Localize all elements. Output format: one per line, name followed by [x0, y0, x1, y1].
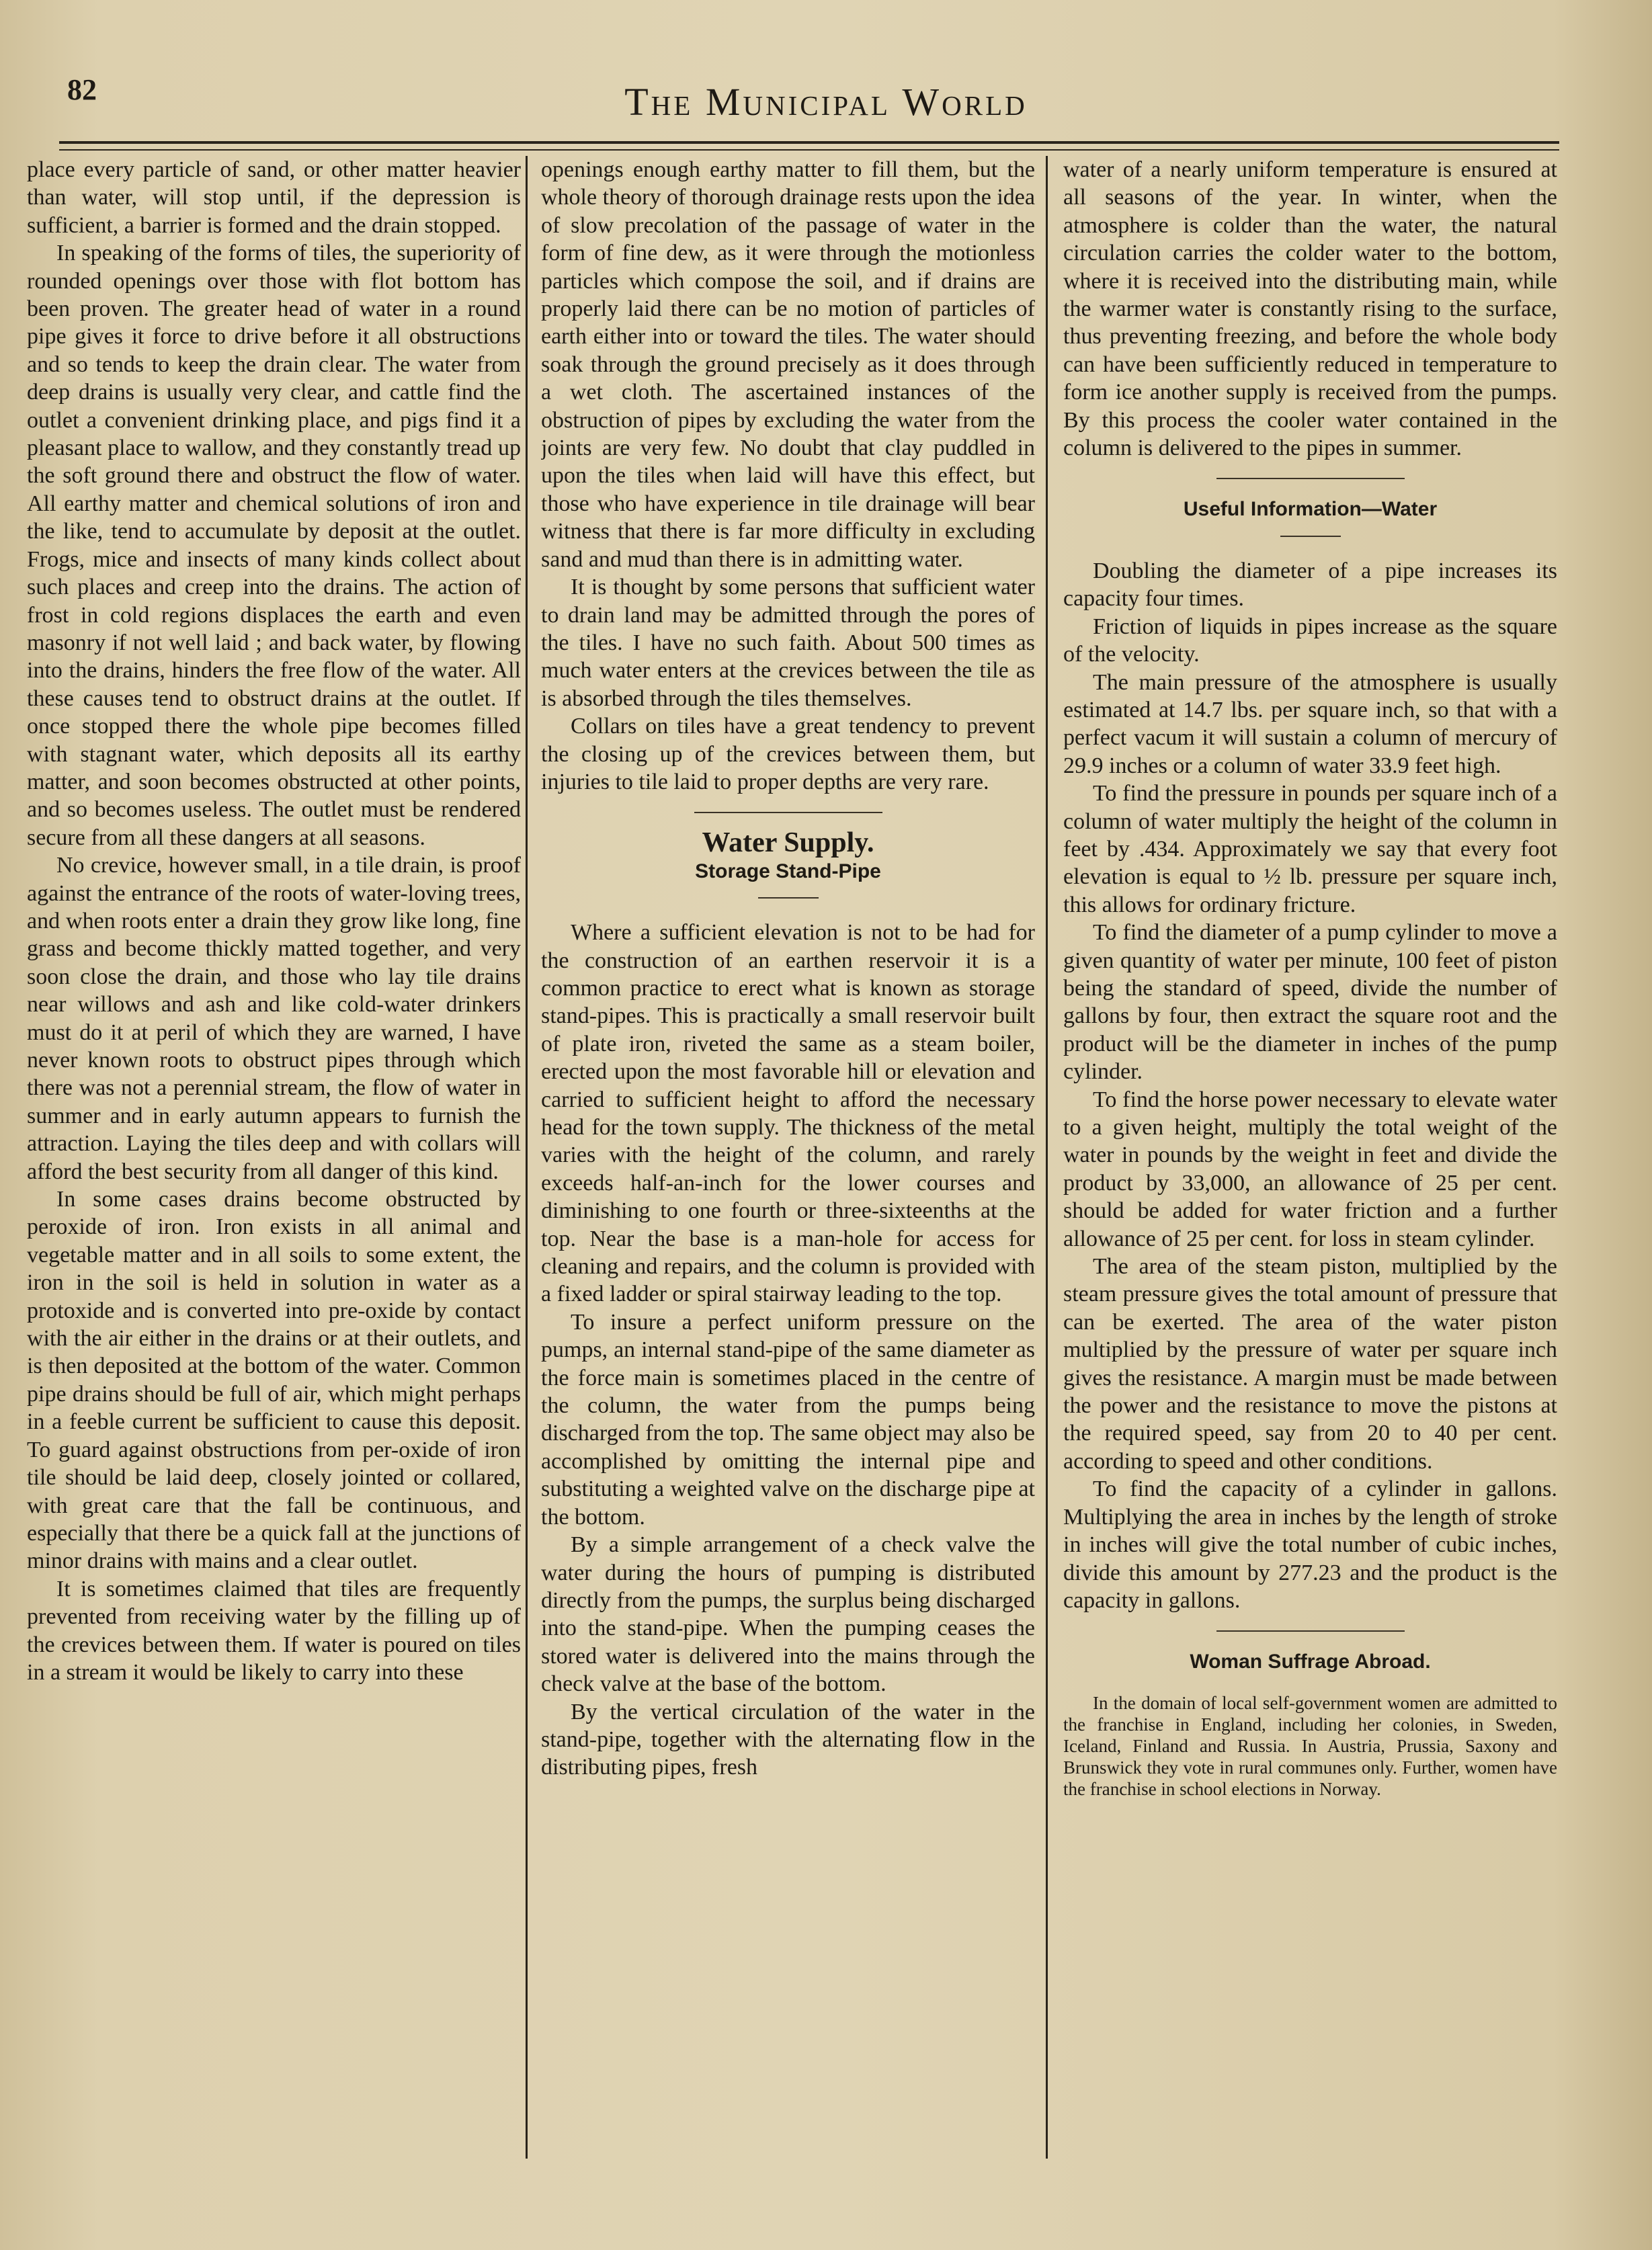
paragraph: In some cases drains become obstructed by peroxide of iron. Iron exists in all animal and vegetable matter and in all soils to some extent, the iron in the soil is held in solution in water as a protoxide and is converted into pre-oxide by contact with the air either in the drains or at their outlets, and is then deposited at the bottom of the water. Common pipe drains should be full of air, which might perhaps in a feeble current be sufficient to cause this deposit. To guard against obstructions from per-oxide of iron tile should be laid deep, closely jointed or collared, with great care that the fall be continuous, and especially that there be a quick fall at the junctions of minor drains with mains and a clear outlet.: [27, 1187, 521, 1574]
paragraph: To insure a perfect uniform pressure on the pumps, an internal stand-pipe of the same diameter as the force main is sometimes placed in the centre of the column, the water from the pumps being discharged from the top. The same object may also be accomplished by omitting the internal pipe and substituting a weighted valve on the discharge pipe at the bottom.: [541, 1309, 1035, 1530]
page-number: 82: [67, 73, 97, 106]
section-divider: [694, 812, 882, 813]
paragraph: The main pressure of the atmosphere is usually estimated at 14.7 lbs. per square inch, so that with a perfect vacum it will sustain a column of mercury of 29.9 inches or a column of water 33.9 feet high.: [1063, 669, 1557, 778]
paragraph: Friction of liquids in pipes increase as the square of the velocity.: [1063, 614, 1557, 667]
paragraph: Collars on tiles have a great tendency to prevent the closing up of the crevices between them, but injuries to tile laid to proper depths are very rare.: [541, 714, 1035, 794]
column-divider: [1046, 156, 1048, 2159]
section-divider: [1216, 478, 1405, 479]
paragraph: It is thought by some persons that sufficient water to drain land may be admitted through the pores of the tiles. I have no such faith. About 500 times as much water enters at the crevices between the tile as is absorbed through the tiles themselves.: [541, 575, 1035, 711]
paragraph: openings enough earthy matter to fill them, but the whole theory of thorough drainage rests upon the idea of slow precolation of the passage of water in the form of fine dew, as it were through the motionless particles which compose the soil, and if drains are properly laid there can be no motion of particles of earth either into or toward the tiles. The water should soak through the ground precisely as it does through a wet cloth. The ascertained instances of the obstruction of pipes by excluding the water from the joints are very few. No doubt that clay puddled in upon the tiles when laid will have this effect, but those who have experience in tile drainage will bear witness that there is far more difficulty in excluding sand and mud than there is in admitting water.: [541, 157, 1035, 572]
paragraph: No crevice, however small, in a tile drain, is proof against the entrance of the roots of water-loving trees, and when roots enter a drain they grow like long, fine grass and become thickly matted together, and very soon close the drain, and those who lay tile drains near willows and ash and like cold-water drinkers must do it at peril of which they are warned, I have never known roots to obstruct pipes through which there was not a perennial stream, the flow of water in summer and in early autumn appears to furnish the attraction. Laying the tiles deep and with collars will afford the best security from all danger of this kind.: [27, 853, 521, 1184]
paragraph: By a simple arrangement of a check valve the water during the hours of pumping is distributed directly from the pumps, the surplus being discharged into the stand-pipe. When the pumping ceases the stored water is delivered into the mains through the check valve at the base of the bottom.: [541, 1532, 1035, 1697]
paragraph: To find the horse power necessary to elevate water to a given height, multiply the total weight of the water in pounds by the weight in feet and divide the product by 33,000, an allowance of 25 per cent. should be added for water friction and a further allowance of 25 per cent. for loss in steam cylinder.: [1063, 1087, 1557, 1251]
section-title-water-supply: Water Supply.: [702, 827, 874, 859]
section-subtitle-storage-stand-pipe: Storage Stand-Pipe: [695, 860, 881, 882]
section-title-useful-information: Useful Information—Water: [1183, 498, 1438, 521]
paragraph: It is sometimes claimed that tiles are frequently prevented from receiving water by the filling up of the crevices between them. If water is poured on tiles in a stream it would be likely to carry into these: [27, 1576, 521, 1685]
paragraph: In speaking of the forms of tiles, the superiority of rounded openings over those with flot bottom has been proven. The greater head of water in a round pipe gives it force to drive before it all obstructions and so tends to keep the drain clear. The water from deep drains is usually very clear, and cattle find the outlet a convenient drinking place, and pigs find it a pleasant place to wallow, and they constantly tread up the soft ground there and obstruct the flow of water. All earthy matter and chemical solutions of iron and the like, tend to accumulate by deposit at the outlet. Frogs, mice and insects of many kinds collect about such places and creep into the drains. The action of frost in cold regions displaces the earth and even masonry if not well laid ; and back water, by flowing into the drains, hinders the free flow of the water. All these causes tend to obstruct drains at the outlet. If once stopped there the whole pipe becomes filled with stagnant water, which deposits all its earthy matter, and soon becomes obstructed at other points, and so becomes useless. The outlet must be rendered secure from all these dangers at all seasons.: [27, 241, 521, 850]
paragraph: Where a sufficient elevation is not to be had for the construction of an earthen reservoir it is a common practice to erect what is known as storage stand-pipes. This is practically a small reservoir built of plate iron, riveted the same as a steam boiler, erected upon the most favorable hill or elevation and carried to sufficient height to afford the necessary head for the town supply. The thickness of the metal varies with the height of the column, and rarely exceeds half-an-inch for the lower courses and diminishing to one fourth or three-sixteenths at the top. Near the base is a man-hole for access for cleaning and repairs, and the column is provided with a fixed ladder or spiral stairway leading to the top.: [541, 920, 1035, 1307]
section-divider: [758, 897, 819, 899]
section-divider: [1216, 1630, 1405, 1632]
section-divider: [1280, 536, 1341, 537]
column-2: [541, 156, 1035, 2159]
column-divider: [526, 156, 528, 2159]
header-rule: [59, 141, 1559, 144]
paragraph-small: In the domain of local self-government women are admitted to the franchise in England, including her colonies, in Sweden, Iceland, Finland and Russia. In Austria, Prussia, Saxony and Brunswick they vote in rural communes only. Further, women have the franchise in school elections in Norway.: [1063, 1692, 1557, 1799]
paragraph: water of a nearly uniform temperature is ensured at all seasons of the year. In winter, when the atmosphere is colder than the water, the natural circulation carries the colder water to the bottom, where it is received into the distributing main, while the warmer water is constantly rising to the surface, thus preventing freezing, and before the whole body can have been sufficiently reduced in temperature to form ice another supply is received from the pumps. By this process the cooler water contained in the column is delivered to the pipes in summer.: [1063, 157, 1557, 461]
paragraph: Doubling the diameter of a pipe increases its capacity four times.: [1063, 558, 1557, 612]
paragraph: To find the diameter of a pump cylinder to move a given quantity of water per minute, 100 feet of piston being the standard of speed, divide the number of gallons by four, then extract the square root and the product will be the diameter in inches of the pump cylinder.: [1063, 920, 1557, 1085]
paragraph: By the vertical circulation of the water in the stand-pipe, together with the alternating flow in the distributing pipes, fresh: [541, 1699, 1035, 1780]
column-3: [1063, 156, 1557, 2159]
paragraph: The area of the steam piston, multiplied by the steam pressure gives the total amount of pressure that can be exerted. The area of the water piston multiplied by the pressure of water per square inch gives the resistance. A margin must be made between the power and the resistance to move the pistons at the required speed, say from 20 to 40 per cent. according to speed and other conditions.: [1063, 1254, 1557, 1474]
paragraph: To find the capacity of a cylinder in gallons. Multiplying the area in inches by the length of stroke in inches will give the total number of cubic inches, divide this amount by 277.23 and the product is the capacity in gallons.: [1063, 1476, 1557, 1613]
paragraph: To find the pressure in pounds per square inch of a column of water multiply the height of the column in feet by .434. Approximately we say that every foot elevation is equal to ½ lb. pressure per square inch, this allows for ordinary fricture.: [1063, 781, 1557, 917]
section-title-woman-suffrage: Woman Suffrage Abroad.: [1190, 1651, 1431, 1673]
column-1: [27, 156, 521, 2159]
header-rule-thin: [59, 149, 1559, 151]
paragraph: place every particle of sand, or other matter heavier than water, will stop until, if the depression is sufficient, a barrier is formed and the drain stopped.: [27, 157, 521, 238]
running-title: The Municipal World: [624, 80, 1028, 124]
